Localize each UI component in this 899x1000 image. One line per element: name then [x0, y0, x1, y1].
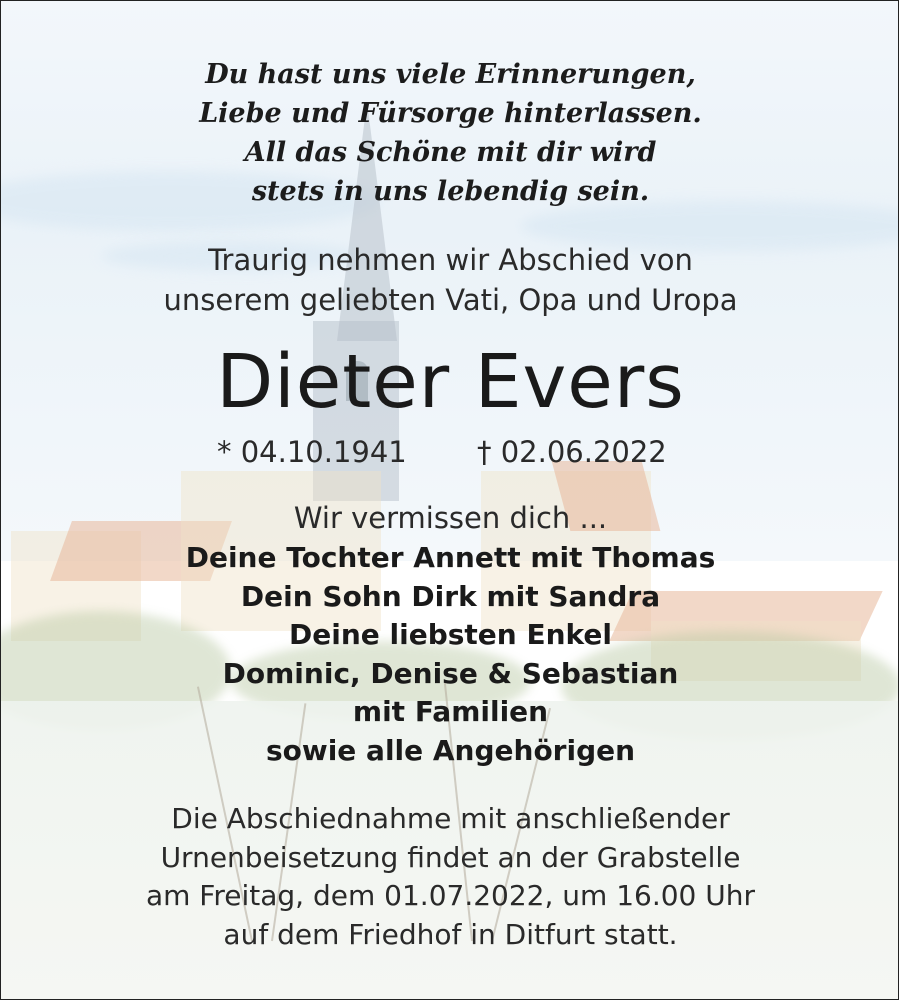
funeral-line: Die Abschiednahme mit anschließender [171, 802, 730, 835]
mourner-line: Deine Tochter Annett mit Thomas [185, 541, 716, 574]
funeral-details [1, 800, 899, 954]
poem-line: All das Schöne mit dir wird [244, 137, 657, 168]
announcement-intro [1, 240, 899, 320]
intro-line: unserem geliebten Vati, Opa und Uropa [163, 283, 738, 317]
mourner-line: mit Familien [352, 695, 549, 728]
mourner-line: Dein Sohn Dirk mit Sandra [240, 579, 661, 613]
birth-date: * 04.10.1941 [217, 435, 407, 469]
mourner-line: Dominic, Denise & Sebastian [222, 656, 679, 690]
mourner-line: sowie alle Angehörigen [265, 733, 636, 767]
intro-line: Traurig nehmen wir Abschied von [208, 243, 693, 277]
deceased-name: Dieter Evers [216, 339, 685, 425]
miss-line: Wir vermissen dich ... [293, 501, 608, 535]
poem-line: Liebe und Fürsorge hinterlassen. [199, 98, 702, 129]
poem-line: Du hast uns viele Erinnerungen, [205, 59, 696, 90]
funeral-line: am Freitag, dem 01.07.2022, um 16.00 Uhr [145, 879, 756, 912]
funeral-line: auf dem Friedhof in Ditfurt statt. [223, 917, 678, 951]
mourner-line: Deine liebsten Enkel [289, 618, 612, 651]
funeral-line: Urnenbeisetzung findet an der Grabstelle [160, 840, 741, 874]
poem-line: stets in uns lebendig sein. [251, 176, 650, 207]
mourners-list [1, 539, 899, 770]
death-date: † 02.06.2022 [477, 435, 667, 469]
memorial-poem [1, 55, 899, 211]
